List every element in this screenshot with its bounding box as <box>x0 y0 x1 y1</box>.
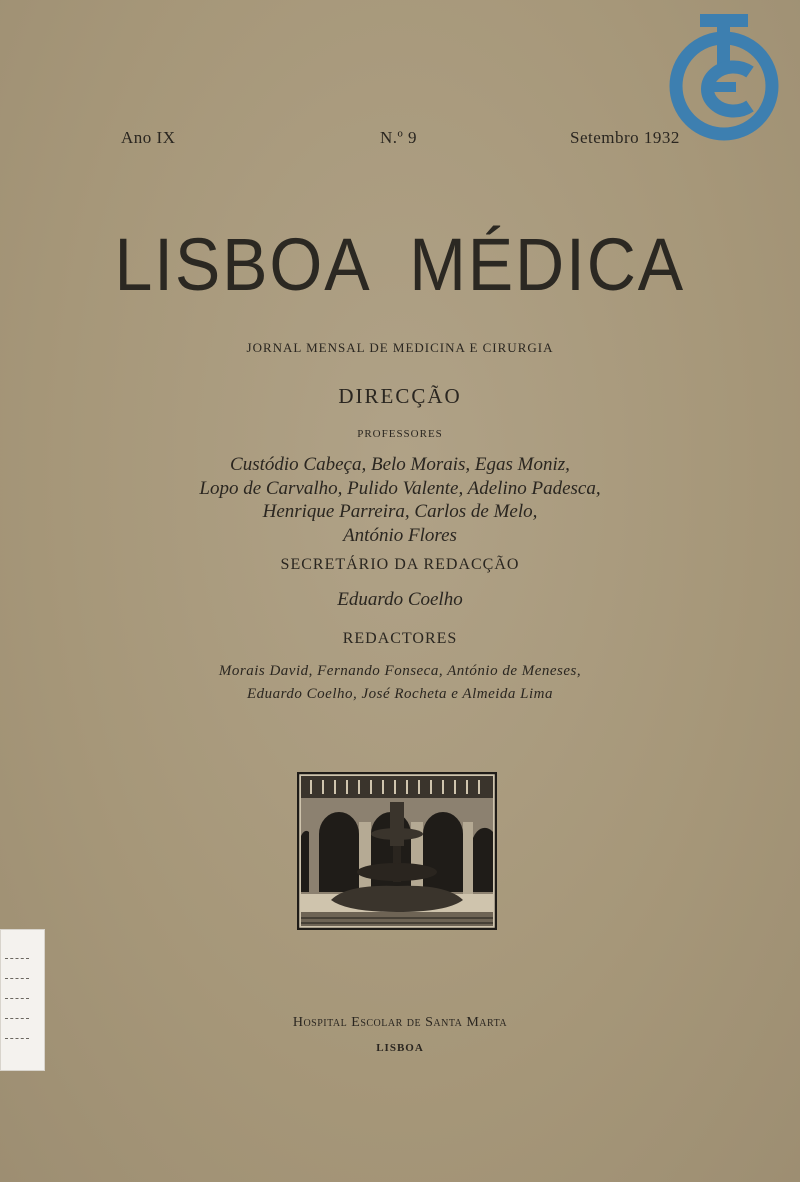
direccao-name-line: António Flores <box>343 524 457 546</box>
issue-number: N.º 9 <box>380 128 418 147</box>
direccao-name-line: Custódio Cabeça, Belo Morais, Egas Moniz, <box>230 454 570 475</box>
library-stamp-icon <box>664 10 784 142</box>
direccao-name-line: Henrique Parreira, Carlos de Melo, <box>262 501 538 522</box>
label-line <box>5 1018 29 1019</box>
label-line <box>5 1038 29 1039</box>
journal-subtitle: JORNAL MENSAL DE MEDICINA E CIRURGIA <box>246 340 554 355</box>
redactores-names <box>0 660 800 706</box>
direccao-name-line: Lopo de Carvalho, Pulido Valente, Adelino Padesca, <box>199 477 601 499</box>
publisher-city: LISBOA <box>376 1042 424 1054</box>
secretario-heading: SECRETÁRIO DA REDACÇÃO <box>280 556 520 573</box>
cloister-fountain-engraving <box>297 772 497 930</box>
label-line <box>5 958 29 959</box>
publisher-name: Hospital Escolar de Santa Marta <box>292 1015 508 1030</box>
professores-label: PROFESSORES <box>357 428 443 440</box>
library-spine-label <box>0 929 45 1071</box>
issue-year: Ano IX <box>121 128 176 147</box>
secretario-name: Eduardo Coelho <box>337 589 463 610</box>
journal-title: LISBOA MÉDICA <box>114 223 686 306</box>
label-line <box>5 978 29 979</box>
issue-date: Setembro 1932 <box>570 128 680 147</box>
redactores-name-line: Morais David, Fernando Fonseca, António de Meneses, <box>218 663 582 679</box>
direccao-names <box>0 453 800 547</box>
redactores-heading: REDACTORES <box>342 630 458 647</box>
direccao-heading: DIRECÇÃO <box>338 384 462 408</box>
label-line <box>5 998 29 999</box>
redactores-name-line: Eduardo Coelho, José Rocheta e Almeida Lima <box>246 686 554 702</box>
